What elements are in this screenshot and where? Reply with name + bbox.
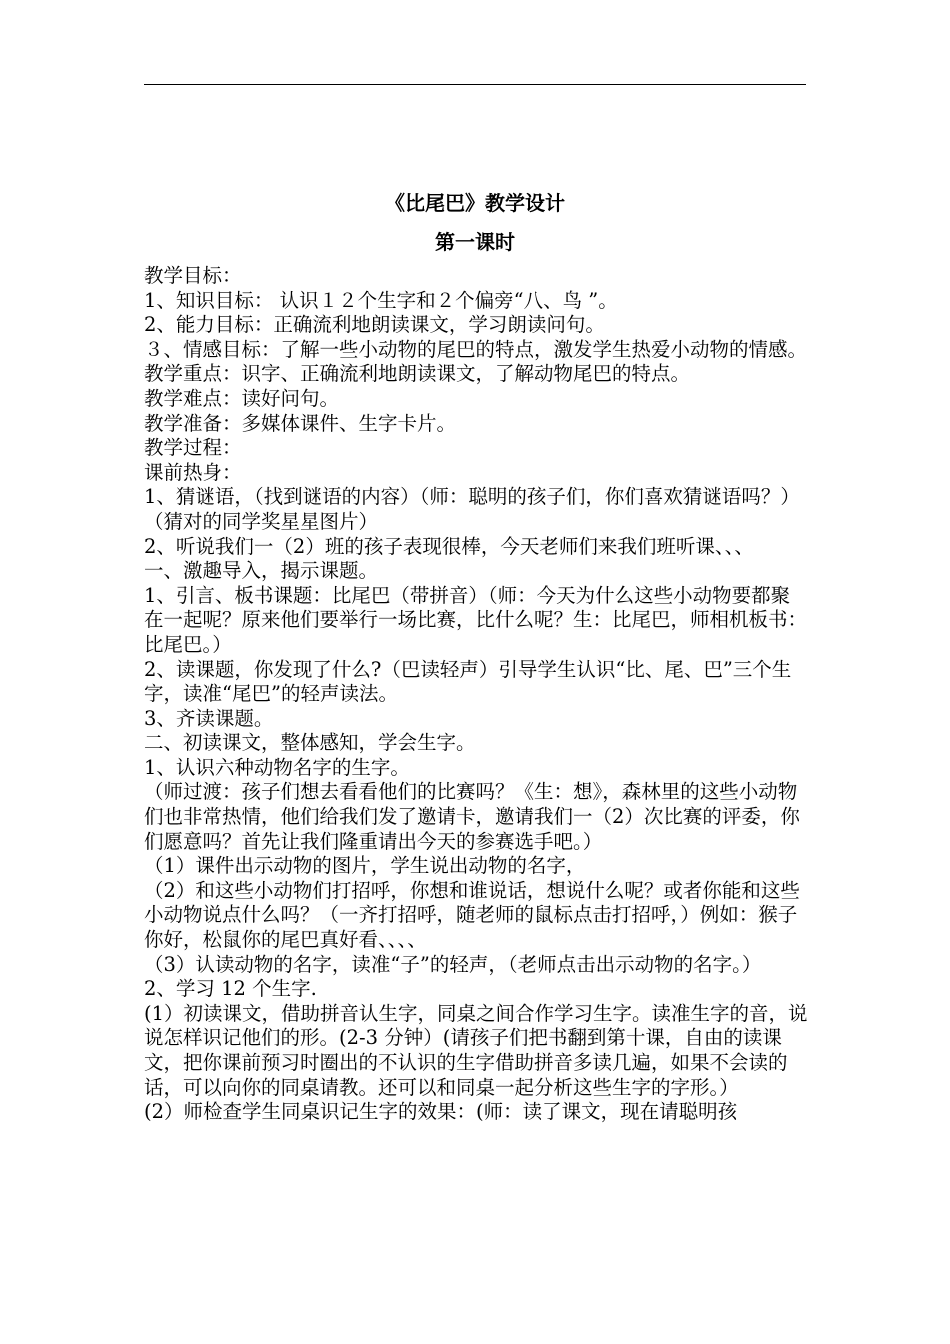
paragraph: 2、学习 12 个生字.: [144, 977, 317, 1001]
document-title: 《比尾巴》教学设计: [385, 191, 565, 215]
paragraph: 1、猜谜语，（找到谜语的内容）（师：聪明的孩子们，你们喜欢猜谜语吗？）（猜对的同学奖星星图片）: [144, 485, 800, 533]
document-body: [144, 264, 808, 1125]
paragraph: 2、听说我们一（2）班的孩子表现很棒，今天老师们来我们班听课、、、: [144, 534, 754, 558]
paragraph: 1、引言、板书课题：比尾巴（带拼音）（师：今天为什么这些小动物要都聚在一起呢？原来他们要举行一场比赛，比什么呢？生：比尾巴，师相机板书：比尾巴。）: [144, 583, 808, 656]
document-subtitle: 第一课时: [435, 230, 515, 254]
paragraph: 1、认识六种动物名字的生字。: [144, 755, 410, 779]
paragraph: 二、初读课文，整体感知，学会生字。: [144, 731, 476, 755]
paragraph: （2）和这些小动物们打招呼，你想和谁说话，想说什么呢？或者你能和这些小动物说点什么吗？（一齐打招呼，随老师的鼠标点击打招呼，）例如：猴子你好，松鼠你的尾巴真好看、、、、: [144, 878, 800, 952]
paragraph: 教学过程：: [144, 436, 242, 460]
paragraph: 课前热身：: [144, 460, 242, 484]
paragraph: 2、能力目标：正确流利地朗读课文，学习朗读问句。: [144, 313, 605, 337]
paragraph: （3）认读动物的名字，读准“子”的轻声，（老师点击出示动物的名字。）: [144, 952, 762, 976]
paragraph: ３、情感目标：了解一些小动物的尾巴的特点，激发学生热爱小动物的情感。: [144, 337, 808, 361]
paragraph: 教学准备：多媒体课件、生字卡片。: [144, 411, 457, 435]
paragraph: (2）师检查学生同桌识记生字的效果：(师：读了课文，现在请聪明孩: [144, 1100, 738, 1124]
paragraph: （1）课件出示动物的图片，学生说出动物的名字，: [144, 854, 586, 878]
paragraph: 2、读课题，你发现了什么?（巴读轻声）引导学生认识“比、尾、巴”三个生字，读准“尾巴”的轻声读法。: [144, 657, 792, 706]
paragraph: 教学重点：识字、正确流利地朗读课文，了解动物尾巴的特点。: [144, 362, 691, 386]
paragraph: （师过渡：孩子们想去看看他们的比赛吗？《生：想》，森林里的这些小动物们也非常热情，他们给我们发了邀请卡，邀请我们一（2）次比赛的评委，你们愿意吗？首先让我们隆重请出今天的参赛选手吧。）: [144, 780, 800, 853]
paragraph: (1）初读课文，借助拼音认生字，同桌之间合作学习生字。读准生字的音，说说怎样识记他们的形。(2-3 分钟）(请孩子们把书翻到第十课，自由的读课文，把你课前预习时圈出的不认识的生字借助拼音多读几遍，如果不会读的话，可以向你的同桌请教。还可以和同桌一起分析这些生字的字形。）: [144, 1001, 808, 1099]
paragraph: 1、知识目标： 认识１２个生字和２个偏旁“八、鸟 ”。: [144, 288, 618, 312]
paragraph: 一、激趣导入，揭示课题。: [144, 559, 379, 583]
paragraph: 教学难点：读好问句。: [144, 386, 340, 410]
paragraph-teaching-objectives-heading: 教学目标：: [144, 264, 242, 287]
header-rule: [144, 84, 806, 85]
paragraph: 3、齐读课题。: [144, 706, 274, 730]
